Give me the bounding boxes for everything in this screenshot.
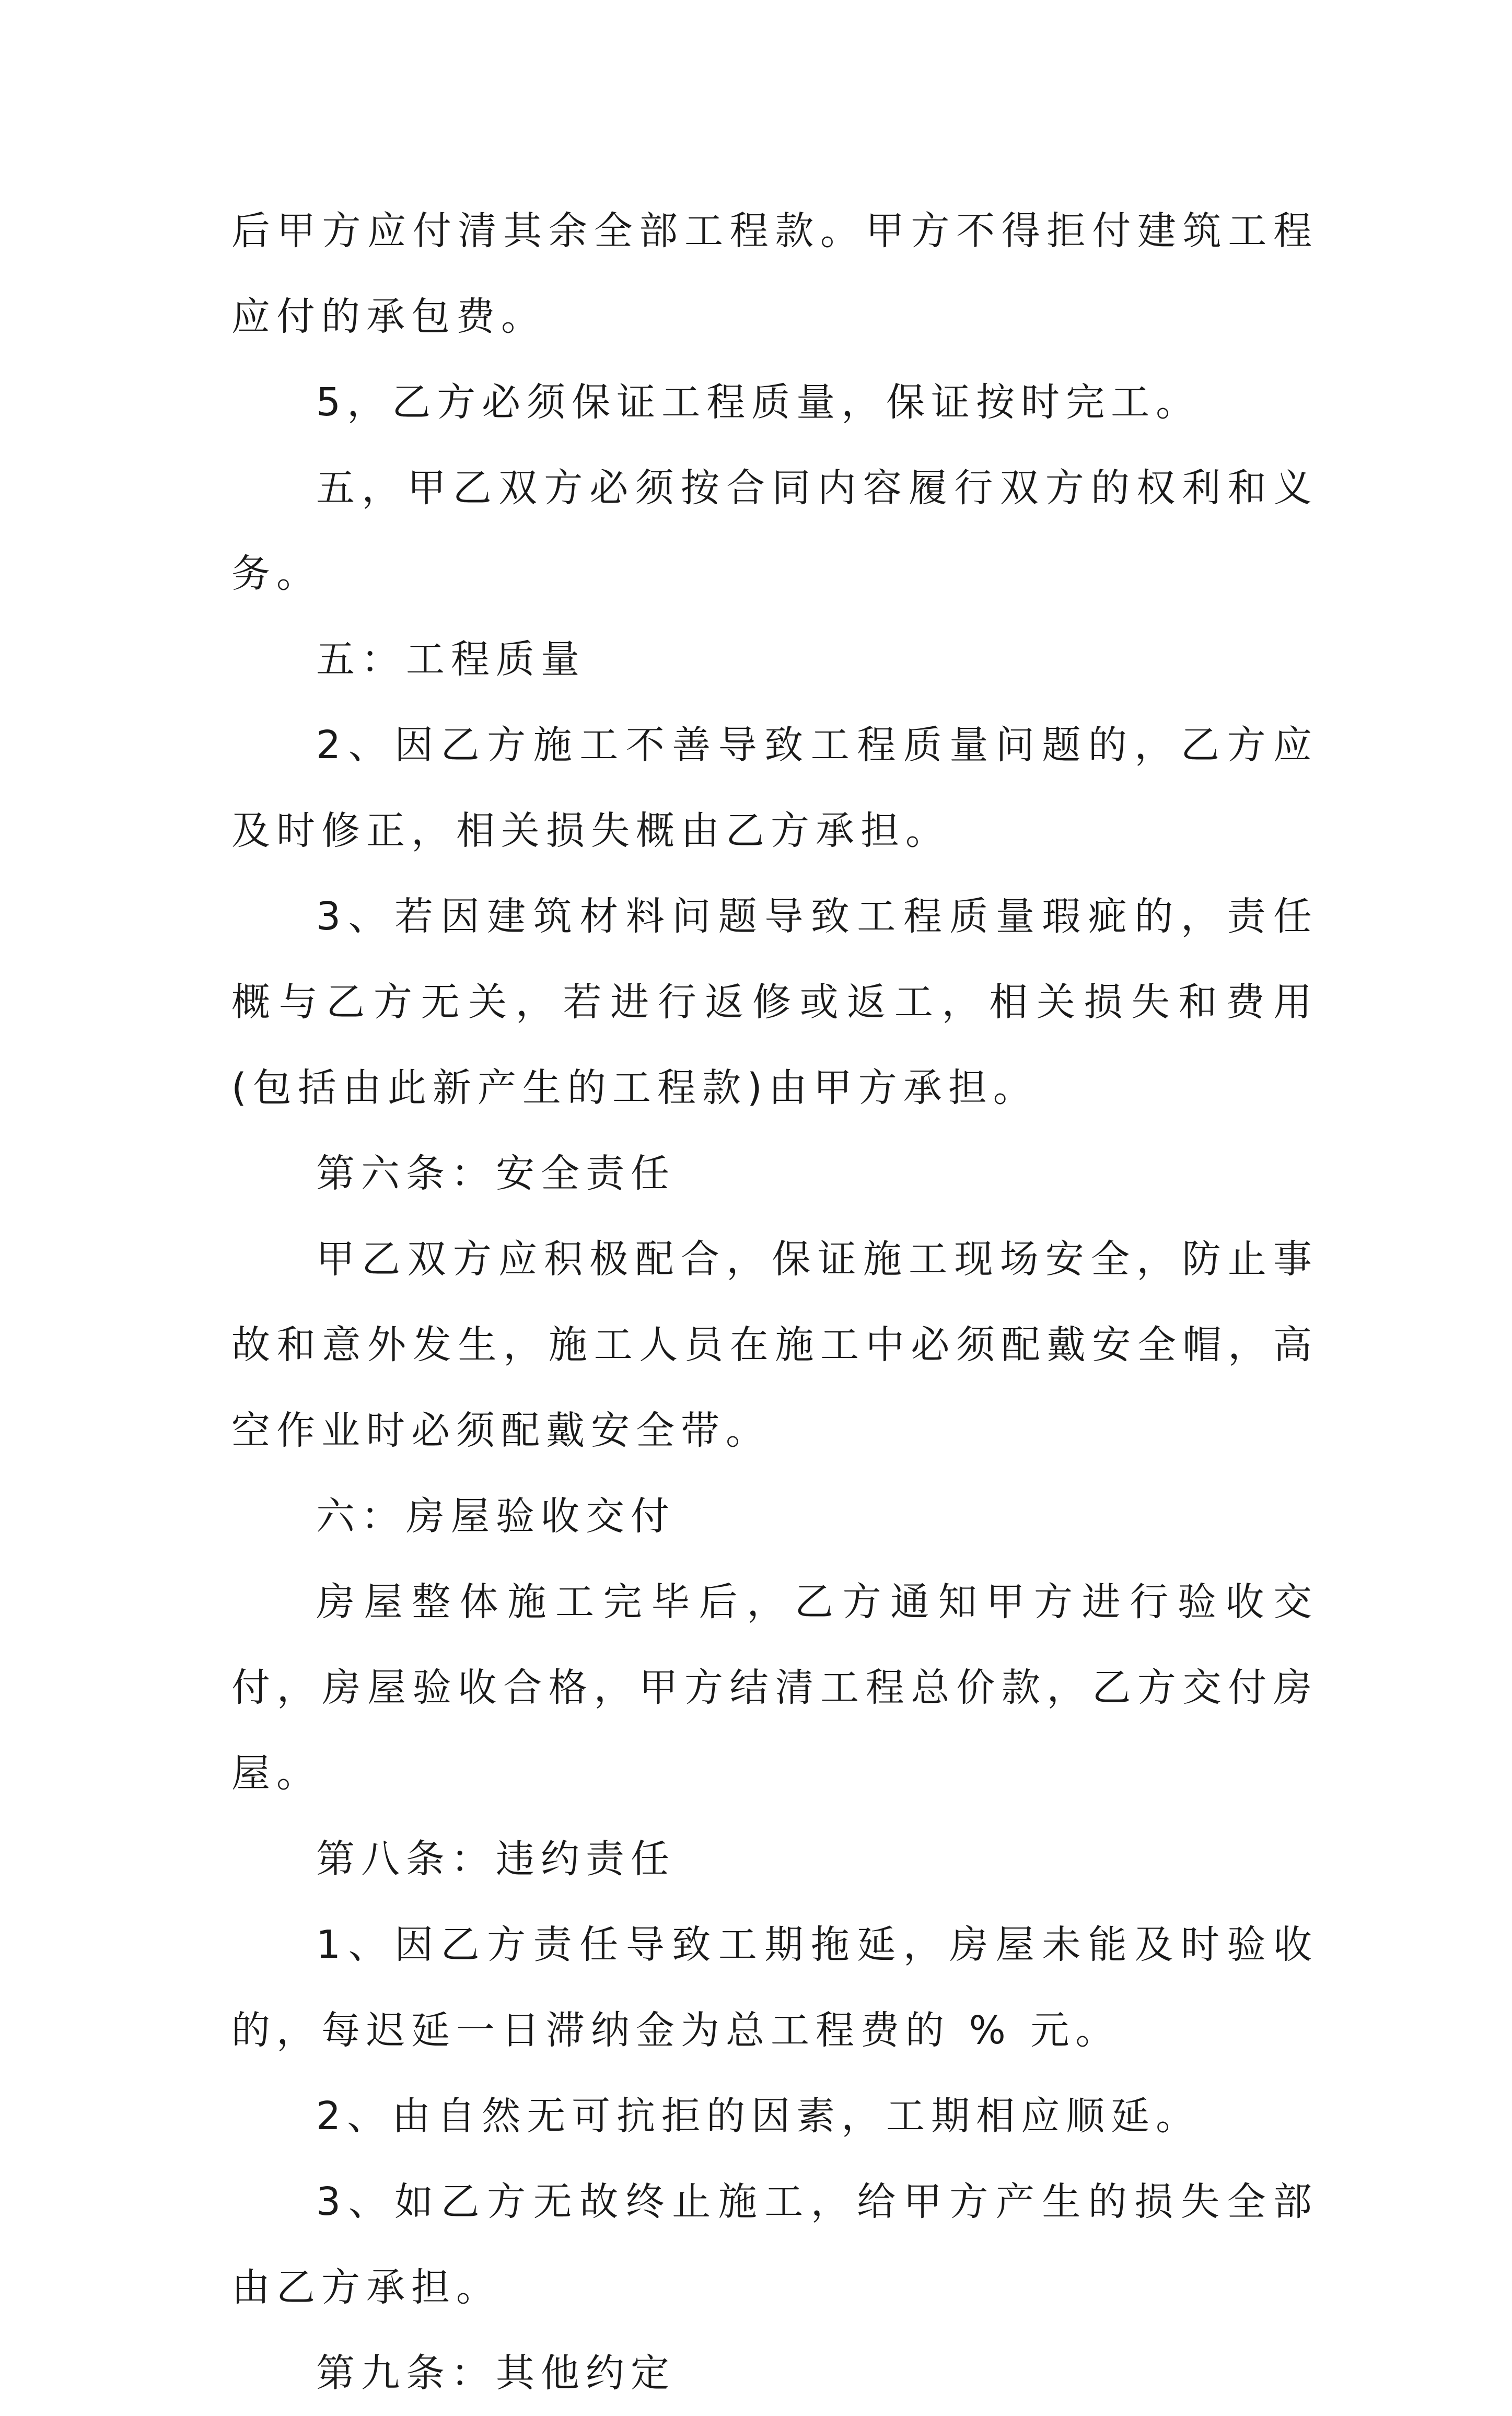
heading-safety-responsibility: 第六条：安全责任: [316, 1151, 676, 1196]
heading-breach-liability: 第八条：违约责任: [316, 1837, 676, 1881]
paragraph-clause-quality-schedule: 5，乙方必须保证工程质量，保证按时完工。: [316, 380, 1201, 425]
paragraph-delay-penalty: 1、因乙方责任导致工期拖延，房屋未能及时验收的，每迟延一日滞纳金为总工程费的 % 元。: [231, 1922, 1318, 2053]
paragraph-payment-continuation: 后甲方应付清其余全部工程款。甲方不得拒付建筑工程应付的承包费。: [231, 208, 1318, 339]
heading-engineering-quality: 五：工程质量: [316, 637, 586, 682]
document-body: [231, 188, 1318, 2416]
paragraph-acceptance-delivery: 房屋整体施工完毕后，乙方通知甲方进行验收交付，房屋验收合格，甲方结清工程总价款，乙方交付房屋。: [231, 1579, 1318, 1796]
paragraph-rights-obligations: 五，甲乙双方必须按合同内容履行双方的权利和义务。: [231, 466, 1318, 596]
heading-house-acceptance: 六：房屋验收交付: [316, 1494, 676, 1539]
paragraph-force-majeure: 2、由自然无可抗拒的因素，工期相应顺延。: [316, 2094, 1201, 2139]
paragraph-material-defects: 3、若因建筑材料问题导致工程质量瑕疵的，责任概与乙方无关，若进行返修或返工，相关损失和费用(包括由此新产生的工程款)由甲方承担。: [231, 894, 1318, 1110]
paragraph-site-safety: 甲乙双方应积极配合，保证施工现场安全，防止事故和意外发生，施工人员在施工中必须配戴安全帽，高空作业时必须配戴安全带。: [231, 1237, 1318, 1453]
paragraph-construction-defects: 2、因乙方施工不善导致工程质量问题的，乙方应及时修正，相关损失概由乙方承担。: [231, 723, 1318, 853]
paragraph-termination-losses: 3、如乙方无故终止施工，给甲方产生的损失全部由乙方承担。: [231, 2179, 1318, 2310]
heading-other-agreements: 第九条：其他约定: [316, 2351, 676, 2396]
